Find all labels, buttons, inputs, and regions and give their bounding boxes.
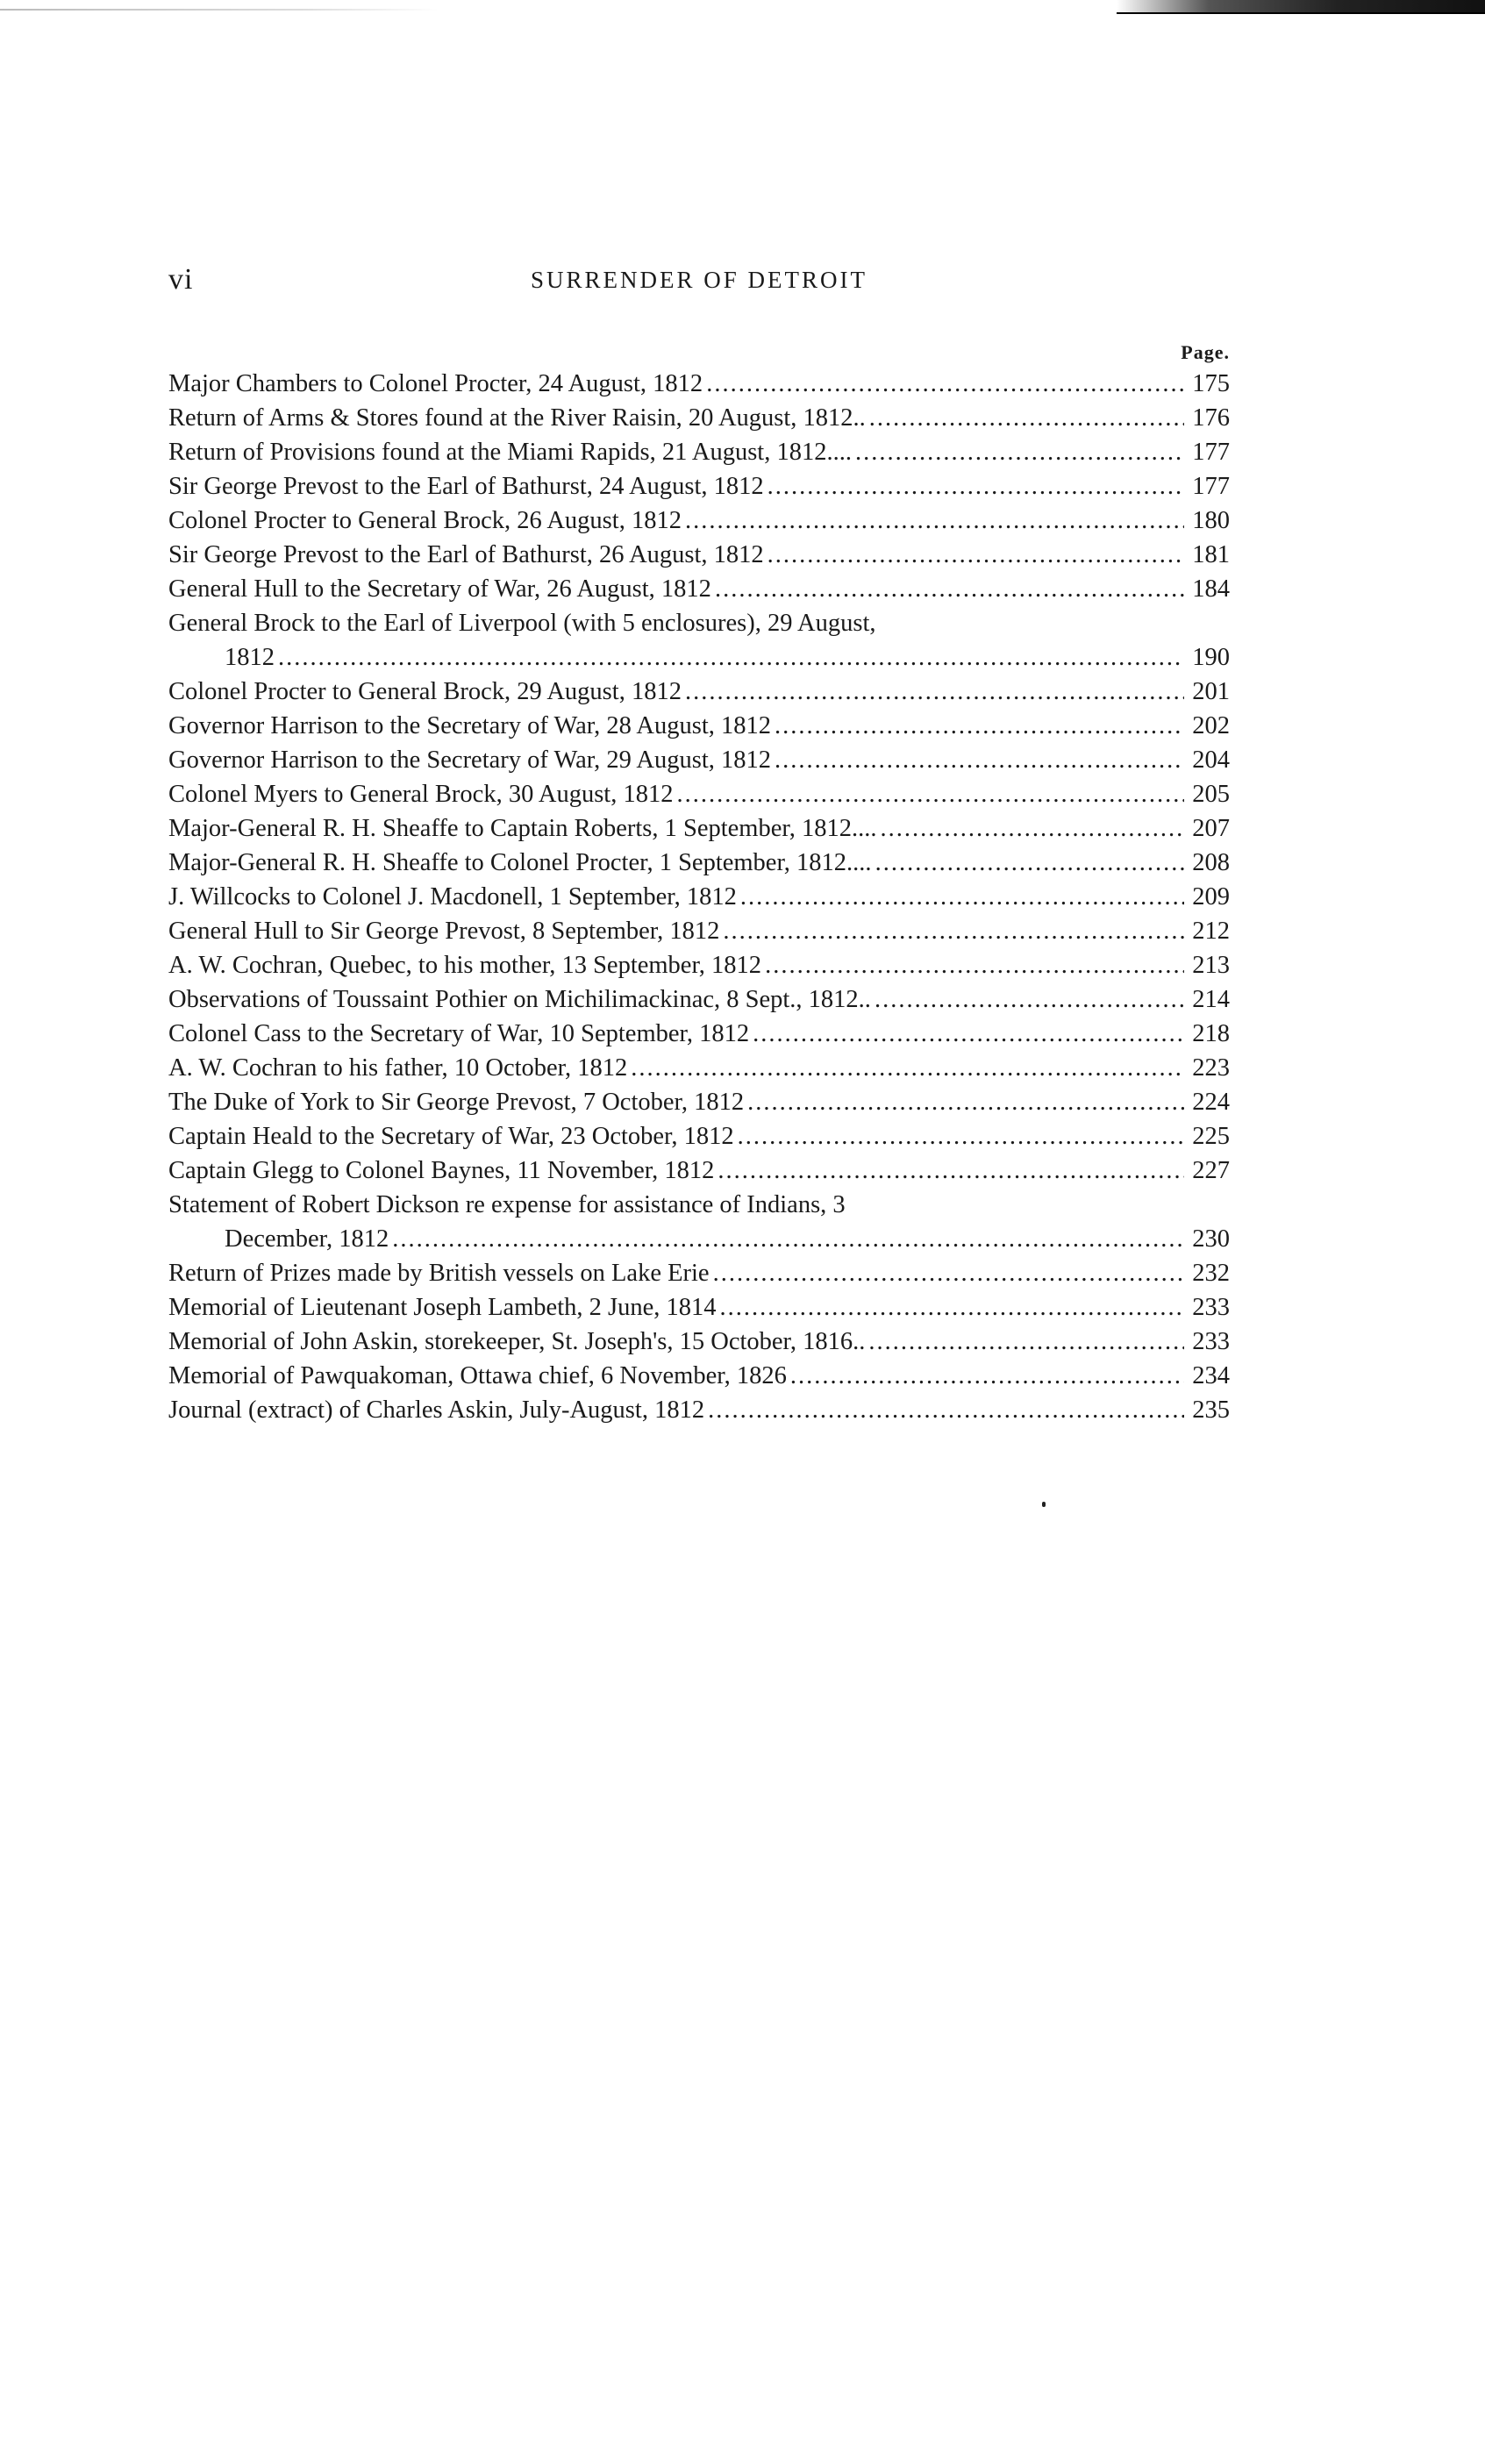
toc-entry-title: Memorial of Lieutenant Joseph Lambeth, 2 June, 1814 [168, 1294, 717, 1321]
toc-entry-title: The Duke of York to Sir George Prevost, 7 October, 1812 [168, 1089, 745, 1116]
toc-entry-page: 180 [1192, 507, 1230, 534]
toc-entry [168, 743, 1230, 777]
toc-entries [168, 367, 1230, 1427]
dot-leader [718, 1153, 1184, 1188]
dot-leader [753, 1017, 1184, 1051]
toc-entry-title: Governor Harrison to the Secretary of War, 29 August, 1812 [168, 746, 772, 774]
toc-entry-page: 235 [1192, 1396, 1230, 1424]
dot-leader [631, 1051, 1184, 1085]
toc-entry-title: Return of Arms & Stores found at the River Raisin, 20 August, 1812.. [168, 404, 866, 432]
toc-entry-title: Major-General R. H. Sheaffe to Colonel Procter, 1 September, 1812.... [168, 849, 872, 876]
toc-entry-page: 176 [1192, 404, 1230, 432]
toc-entry-title: Major-General R. H. Sheaffe to Captain Roberts, 1 September, 1812.... [168, 815, 877, 842]
dot-leader [855, 435, 1184, 469]
dot-leader [747, 1085, 1184, 1119]
toc-entry-page: 224 [1192, 1089, 1230, 1116]
toc-entry-title: A. W. Cochran, Quebec, to his mother, 13 September, 1812 [168, 952, 762, 979]
toc-entry [168, 1325, 1230, 1359]
toc-entry [168, 367, 1230, 401]
toc-entry-title-line: Statement of Robert Dickson re expense for assistance of Indians, 3 [168, 1191, 846, 1218]
toc-entry-title: General Hull to the Secretary of War, 26 August, 1812 [168, 575, 711, 603]
dot-leader [767, 469, 1184, 504]
toc-entry-page: 184 [1192, 575, 1230, 603]
page-folio: vi [168, 263, 194, 296]
dot-leader [790, 1359, 1184, 1393]
toc-entry-page: 175 [1192, 370, 1230, 397]
dot-leader [775, 709, 1184, 743]
dot-leader [875, 982, 1184, 1017]
toc-entry-title: Sir George Prevost to the Earl of Bathurst, 24 August, 1812 [168, 473, 764, 500]
toc-entry-page: 213 [1192, 952, 1230, 979]
toc-entry [168, 1359, 1230, 1393]
toc-entry-page: 201 [1192, 678, 1230, 705]
toc-entry-page: 233 [1192, 1328, 1230, 1355]
toc-entry-title: Colonel Procter to General Brock, 26 August, 1812 [168, 507, 682, 534]
toc-entry-page: 234 [1192, 1362, 1230, 1389]
toc-entry-page: 177 [1192, 439, 1230, 466]
dot-leader [685, 675, 1184, 709]
dot-leader [767, 538, 1184, 572]
dot-leader [676, 777, 1184, 811]
dot-leader [740, 880, 1184, 914]
toc-entry-title: J. Willcocks to Colonel J. Macdonell, 1 September, 1812 [168, 883, 737, 911]
dot-leader [875, 846, 1184, 880]
toc-entry-title: General Hull to Sir George Prevost, 8 September, 1812 [168, 918, 720, 945]
toc-entry [168, 401, 1230, 435]
toc-entry-page: 204 [1192, 746, 1230, 774]
toc-entry-page: 230 [1192, 1225, 1230, 1253]
toc-entry [168, 572, 1230, 606]
toc-entry-page: 190 [1192, 644, 1230, 671]
toc-entry-title: Colonel Procter to General Brock, 29 August, 1812 [168, 678, 682, 705]
toc-entry-page: 209 [1192, 883, 1230, 911]
toc-entry-title: Memorial of John Askin, storekeeper, St. Joseph's, 15 October, 1816.. [168, 1328, 866, 1355]
toc-entry-title: Colonel Cass to the Secretary of War, 10 September, 1812 [168, 1020, 750, 1047]
toc-entry [168, 709, 1230, 743]
toc-entry [168, 777, 1230, 811]
toc-entry-title: Captain Heald to the Secretary of War, 23 October, 1812 [168, 1123, 734, 1150]
toc-entry-title: Governor Harrison to the Secretary of War, 28 August, 1812 [168, 712, 772, 739]
toc-entry-page: 232 [1192, 1260, 1230, 1287]
toc-entry-title: Return of Provisions found at the Miami Rapids, 21 August, 1812.... [168, 439, 852, 466]
toc-entry [168, 469, 1230, 504]
scan-speck [1042, 1502, 1046, 1507]
dot-leader [706, 367, 1184, 401]
toc-entry-page: 181 [1192, 541, 1230, 568]
toc-entry [168, 538, 1230, 572]
toc-entry [168, 1085, 1230, 1119]
toc-entry [168, 1017, 1230, 1051]
toc-entry [168, 846, 1230, 880]
toc-entry [168, 1256, 1230, 1290]
dot-leader [278, 640, 1184, 675]
toc-entry [168, 811, 1230, 846]
dot-leader [723, 914, 1184, 948]
toc-entry [168, 948, 1230, 982]
toc-entry [168, 1393, 1230, 1427]
toc-entry-page: 214 [1192, 986, 1230, 1013]
toc-entry-continuation: 1812 [225, 644, 275, 671]
toc-entry-page: 208 [1192, 849, 1230, 876]
toc-entry-page: 212 [1192, 918, 1230, 945]
toc-entry [168, 1119, 1230, 1153]
toc-entry-title: Observations of Toussaint Pothier on Michilimackinac, 8 Sept., 1812.. [168, 986, 871, 1013]
toc-entry [168, 1290, 1230, 1325]
dot-leader [685, 504, 1184, 538]
toc-entry-title: A. W. Cochran to his father, 10 October, 1812 [168, 1054, 628, 1082]
dot-leader [719, 1290, 1184, 1325]
toc-entry-page: 227 [1192, 1157, 1230, 1184]
toc-entry-title: Major Chambers to Colonel Procter, 24 August, 1812 [168, 370, 703, 397]
dot-leader [765, 948, 1184, 982]
toc-entry-page: 202 [1192, 712, 1230, 739]
toc-entry-page: 223 [1192, 1054, 1230, 1082]
dot-leader [392, 1222, 1184, 1256]
toc-entry-continuation: December, 1812 [225, 1225, 389, 1253]
toc-entry [168, 675, 1230, 709]
toc-entry-page: 233 [1192, 1294, 1230, 1321]
dot-leader [868, 1325, 1184, 1359]
dot-leader [708, 1393, 1184, 1427]
toc-entry [168, 640, 1230, 675]
dot-leader [880, 811, 1184, 846]
toc-entry-page: 177 [1192, 473, 1230, 500]
page-column-label: Page. [1181, 341, 1230, 363]
dot-leader [713, 1256, 1184, 1290]
toc-entry-title: Memorial of Pawquakoman, Ottawa chief, 6 November, 1826 [168, 1362, 787, 1389]
scan-corner-shadow [1117, 0, 1485, 14]
table-of-contents [168, 339, 1230, 1427]
toc-entry [168, 914, 1230, 948]
toc-entry [168, 435, 1230, 469]
toc-entry-title: Journal (extract) of Charles Askin, July-August, 1812 [168, 1396, 705, 1424]
running-head: SURRENDER OF DETROIT [530, 267, 867, 293]
toc-entry-title: Colonel Myers to General Brock, 30 August, 1812 [168, 781, 674, 808]
toc-entry-page: 218 [1192, 1020, 1230, 1047]
toc-entry [168, 504, 1230, 538]
dot-leader [775, 743, 1184, 777]
toc-entry-title: Return of Prizes made by British vessels on Lake Erie [168, 1260, 710, 1287]
dot-leader [738, 1119, 1184, 1153]
toc-entry [168, 1153, 1230, 1188]
toc-entry-title-line: General Brock to the Earl of Liverpool (with 5 enclosures), 29 August, [168, 610, 876, 637]
toc-entry [168, 982, 1230, 1017]
toc-entry-title: Sir George Prevost to the Earl of Bathurst, 26 August, 1812 [168, 541, 764, 568]
toc-entry-page: 225 [1192, 1123, 1230, 1150]
toc-entry [168, 880, 1230, 914]
page-header [168, 263, 1230, 302]
dot-leader [715, 572, 1184, 606]
toc-entry [168, 1051, 1230, 1085]
toc-entry-title: Captain Glegg to Colonel Baynes, 11 November, 1812 [168, 1157, 715, 1184]
scan-edge-line [0, 9, 439, 11]
toc-entry [168, 1222, 1230, 1256]
toc-entry-page: 207 [1192, 815, 1230, 842]
toc-entry-page: 205 [1192, 781, 1230, 808]
dot-leader [869, 401, 1184, 435]
